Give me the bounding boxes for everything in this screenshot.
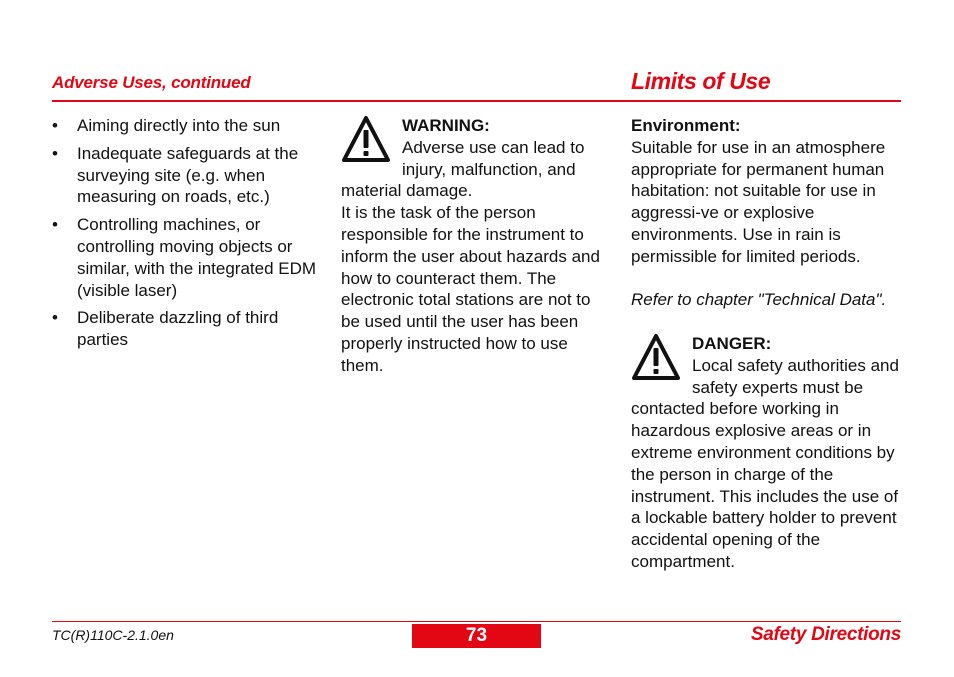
footer-section-title: Safety Directions [750, 624, 901, 645]
section-title-limits-of-use: Limits of Use [631, 68, 771, 94]
page-number: 73 [412, 624, 541, 648]
environment-text: Suitable for use in an atmosphere appropriate for permanent human habitation: not suitable for use in aggressi-ve or explosive environments. Use in rain is permissible for limited periods. [631, 137, 886, 266]
adverse-uses-column [52, 115, 327, 357]
warning-block [341, 115, 613, 202]
adverse-uses-list [52, 115, 327, 351]
bullet: • [52, 116, 58, 135]
bullet: • [52, 143, 58, 163]
danger-title: DANGER: [692, 333, 772, 353]
header-divider [52, 100, 901, 102]
section-title-adverse-uses: Adverse Uses, continued [52, 73, 251, 92]
technical-data-reference: Refer to chapter "Technical Data". [631, 290, 887, 310]
danger-text: Local safety authorities and safety experts must be contacted before working in hazardous explosive areas or in extreme environment conditions by the person in charge of the instrument. This includes the use of a lockable battery holder to prevent accidental opening of the compartment. [631, 355, 899, 571]
warning-title: WARNING: [402, 116, 490, 135]
danger-block [631, 333, 903, 573]
bullet: • [52, 215, 58, 235]
bullet: • [52, 308, 58, 328]
limits-column [631, 115, 903, 573]
list-item: • Aiming directly into the sun [52, 116, 281, 135]
footer-divider [52, 621, 901, 622]
document-id: TC(R)110C-2.1.0en [52, 627, 174, 643]
warning-triangle-icon [631, 333, 681, 381]
warning-triangle-icon [341, 115, 391, 163]
environment-title: Environment: [631, 116, 741, 135]
warning-text: Adverse use can lead to injury, malfunction, and material damage. [341, 137, 585, 201]
list-item: • Deliberate dazzling of third parties [52, 308, 279, 350]
list-item: • Inadequate safeguards at the surveying site (e.g. when measuring on roads, etc.) [52, 143, 299, 207]
list-item: • Controlling machines, or controlling moving objects or similar, with the integrated EDM (visible laser) [52, 215, 317, 300]
warning-paragraph: It is the task of the person responsible for the instrument to inform the user about hazards and how to counteract them. The electronic total stations are not to be used until the user has been properly instructed how to use them. [341, 203, 600, 375]
warning-column [341, 115, 613, 377]
